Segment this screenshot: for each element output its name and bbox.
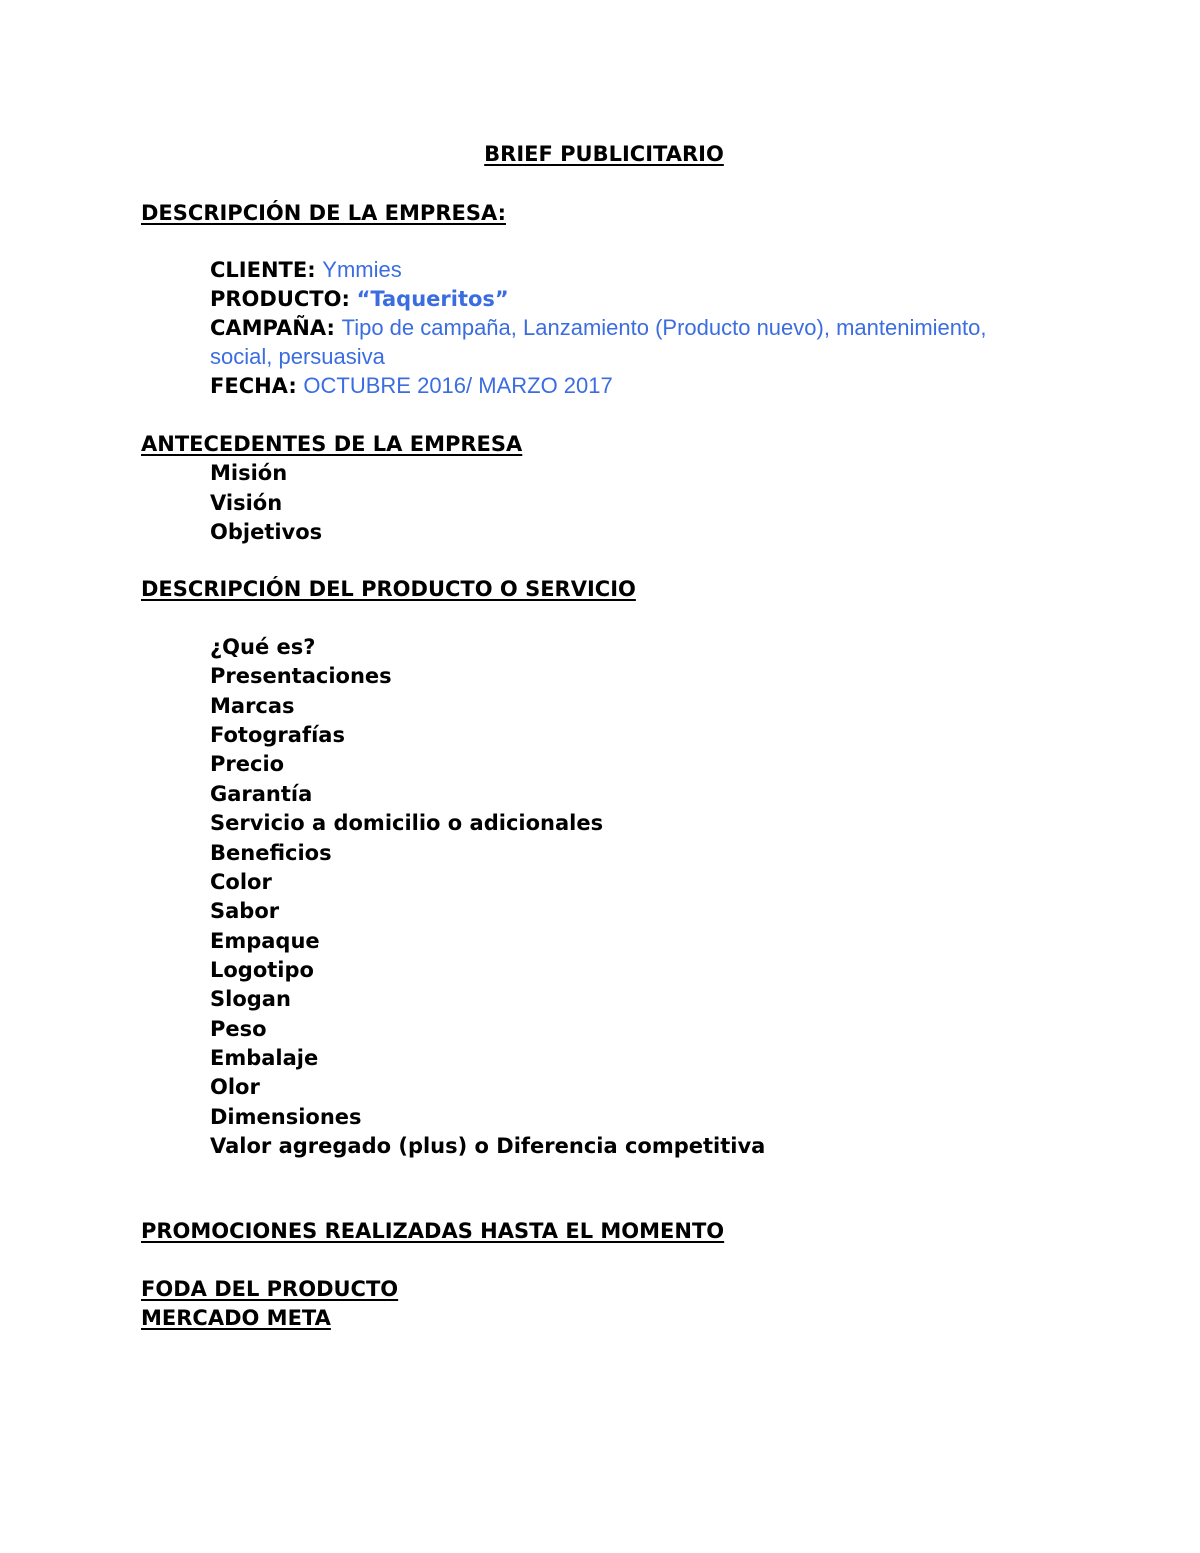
date-row <box>210 372 613 400</box>
list-item: Beneficios <box>210 841 332 865</box>
list-item: Slogan <box>210 987 291 1011</box>
list-item: Servicio a domicilio o adicionales <box>210 811 604 835</box>
product-row <box>210 285 509 313</box>
list-item: Presentaciones <box>210 664 392 688</box>
product-label: PRODUCTO: <box>210 287 350 311</box>
date-label: FECHA: <box>210 374 297 398</box>
client-row <box>210 256 402 284</box>
list-item: Fotografías <box>210 723 345 747</box>
list-item: Color <box>210 870 272 894</box>
campaign-row <box>210 314 986 342</box>
list-item: Peso <box>210 1017 267 1041</box>
list-item: Sabor <box>210 899 280 923</box>
list-item: Objetivos <box>210 520 323 544</box>
list-item: Precio <box>210 752 285 776</box>
list-item: Dimensiones <box>210 1105 362 1129</box>
list-item: Embalaje <box>210 1046 319 1070</box>
swot-heading: FODA DEL PRODUCTO <box>141 1277 399 1301</box>
list-item: ¿Qué es? <box>210 635 316 659</box>
target-market-heading: MERCADO META <box>141 1306 331 1330</box>
company-description-heading: DESCRIPCIÓN DE LA EMPRESA: <box>141 201 506 225</box>
list-item: Valor agregado (plus) o Diferencia competitiva <box>210 1134 766 1158</box>
document-title: BRIEF PUBLICITARIO <box>484 142 724 166</box>
list-item: Misión <box>210 461 288 485</box>
campaign-row-continued <box>210 343 385 371</box>
date-value: OCTUBRE 2016/ MARZO 2017 <box>303 373 613 398</box>
client-label: CLIENTE: <box>210 258 316 282</box>
list-item: Visión <box>210 491 283 515</box>
product-value: “Taqueritos” <box>356 287 509 311</box>
list-item: Empaque <box>210 929 320 953</box>
promotions-heading: PROMOCIONES REALIZADAS HASTA EL MOMENTO <box>141 1219 725 1243</box>
list-item: Logotipo <box>210 958 314 982</box>
list-item: Olor <box>210 1075 260 1099</box>
list-item: Marcas <box>210 694 295 718</box>
campaign-label: CAMPAÑA: <box>210 316 335 340</box>
list-item: Garantía <box>210 782 313 806</box>
campaign-value-line2: social, persuasiva <box>210 344 385 369</box>
client-value: Ymmies <box>322 257 402 282</box>
campaign-value-line1: Tipo de campaña, Lanzamiento (Producto nuevo), mantenimiento, <box>341 315 987 340</box>
company-background-heading: ANTECEDENTES DE LA EMPRESA <box>141 432 523 456</box>
product-description-heading: DESCRIPCIÓN DEL PRODUCTO O SERVICIO <box>141 577 636 601</box>
